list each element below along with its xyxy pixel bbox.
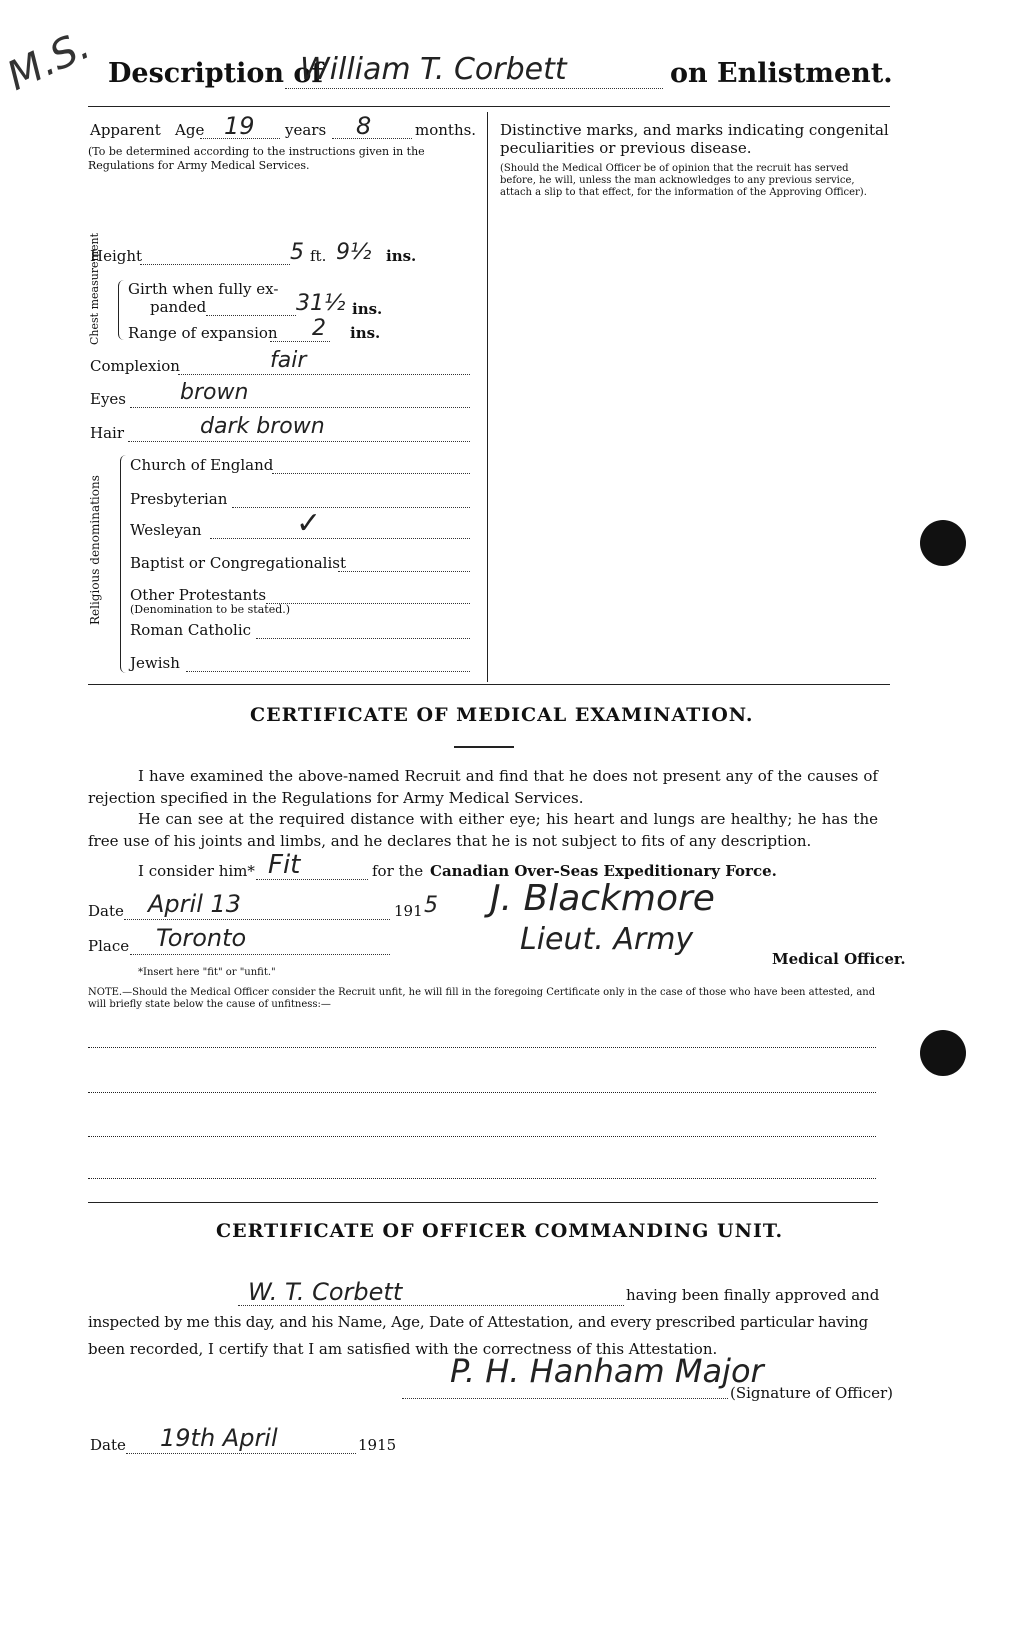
- hair-label: Hair: [90, 424, 124, 442]
- column-divider: [487, 112, 488, 682]
- commanding-signature-label: (Signature of Officer): [730, 1384, 894, 1402]
- commanding-heading: CERTIFICATE OF OFFICER COMMANDING UNIT.: [216, 1220, 784, 1242]
- hair-line: [128, 441, 470, 442]
- age-months-label: months.: [415, 121, 477, 139]
- height-label: Height: [90, 247, 143, 265]
- corner-annotation: M.S.: [0, 22, 98, 100]
- religion-item: Church of England: [130, 456, 274, 474]
- medical-para-2: He can see at the required distance with either eye; his heart and lungs are healthy; he has the free use of his joints and limbs, and he declares that he is not subject to fits of any description.: [88, 810, 878, 850]
- religion-item: Other Protestants: [130, 586, 267, 604]
- commanding-year-label: 1915: [358, 1436, 397, 1454]
- commanding-name-value: W. T. Corbett: [248, 1278, 403, 1306]
- eyes-value: brown: [180, 380, 249, 405]
- medical-para-1: I have examined the above-named Recruit and find that he does not present any of the causes of rejection specified in the Regulations for Army Medical Services.: [88, 767, 878, 807]
- complexion-value: fair: [270, 348, 307, 373]
- commanding-date-value: 19th April: [160, 1424, 278, 1452]
- consider-value: Fit: [268, 850, 301, 880]
- commanding-date-label: Date: [90, 1436, 126, 1454]
- consider-label: I consider him*: [138, 862, 255, 880]
- punch-hole: [920, 520, 966, 566]
- chest-girth-label-1: Girth when fully ex-: [128, 280, 279, 298]
- top-rule: [88, 106, 890, 107]
- chest-girth-unit: ins.: [352, 300, 383, 318]
- commanding-line-3: been recorded, I certify that I am satisfied with the correctness of this Attestation.: [88, 1340, 718, 1358]
- religion-other-note: (Denomination to be stated.): [130, 603, 291, 616]
- place-value: Toronto: [156, 924, 247, 952]
- complexion-label: Complexion: [90, 357, 180, 375]
- religion-line: [272, 473, 470, 474]
- commanding-date-line: [126, 1453, 356, 1454]
- girth-line: [206, 315, 296, 316]
- place-label: Place: [88, 937, 130, 955]
- chest-bracket: [118, 280, 127, 340]
- medical-date-line: [124, 919, 390, 920]
- religion-line: [232, 507, 470, 508]
- age-label: Apparent Age: [90, 121, 205, 139]
- consider-suffix: for the: [372, 862, 424, 880]
- chest-range-label: Range of expansion: [128, 324, 278, 342]
- range-line: [270, 341, 330, 342]
- medical-note: NOTE.—Should the Medical Officer consider the Recruit unfit, he will fill in the foregoing Certificate only in the case of those who have been attested, and will briefly state below the cause of unfitness:—: [88, 987, 876, 1010]
- medical-heading-rule: [454, 746, 514, 748]
- religion-check: ✓: [296, 506, 322, 541]
- medical-officer-signature: J. Blackmore: [490, 878, 715, 919]
- chest-girth-label-2: panded: [150, 298, 207, 316]
- page-title: [108, 58, 323, 89]
- hair-value: dark brown: [200, 414, 325, 439]
- age-note: (To be determined according to the instructions given in the Regulations for Army Medical Services.: [88, 145, 425, 172]
- commanding-signature: P. H. Hanham Major: [450, 1352, 764, 1390]
- religion-bracket: [120, 455, 129, 673]
- complexion-line: [178, 374, 470, 375]
- medical-year-label: 191: [394, 902, 423, 920]
- religion-item: Wesleyan: [130, 521, 202, 539]
- section-rule-2: [88, 1202, 878, 1203]
- religion-line: [338, 571, 470, 572]
- religion-item: Jewish: [130, 654, 180, 672]
- height-ft-value: 5: [290, 240, 304, 265]
- marks-note: (Should the Medical Officer be of opinion that the recruit has served before, he will, unless the man acknowledges to any previous service, attach a slip to that effect, for the information of the Approving Officer).: [500, 163, 867, 198]
- height-ins-value: 9½: [336, 240, 372, 265]
- chest-range-unit: ins.: [350, 324, 381, 342]
- medical-heading: CERTIFICATE OF MEDICAL EXAMINATION.: [250, 704, 754, 726]
- medical-officer-label: Medical Officer.: [772, 950, 906, 968]
- place-line: [130, 954, 390, 955]
- religion-line: [256, 638, 470, 639]
- unfitness-line: [88, 1047, 876, 1048]
- religion-item: Presbyterian: [130, 490, 228, 508]
- unfitness-line: [88, 1178, 876, 1179]
- medical-date-label: Date: [88, 902, 124, 920]
- marks-heading-1: Distinctive marks, and marks indicating congenital: [500, 121, 889, 139]
- section-rule: [88, 684, 890, 685]
- chest-girth-value: 31½: [296, 291, 346, 316]
- eyes-label: Eyes: [90, 390, 126, 408]
- punch-hole: [920, 1030, 966, 1076]
- age-months-value: 8: [356, 112, 372, 140]
- religion-line: [210, 538, 470, 539]
- insert-note: *Insert here "fit" or "unfit.": [138, 967, 276, 978]
- religion-item: Roman Catholic: [130, 621, 252, 639]
- eyes-line: [130, 407, 470, 408]
- age-years-label: years: [285, 121, 327, 139]
- religion-line: [186, 671, 470, 672]
- chest-range-value: 2: [312, 316, 326, 341]
- commanding-line-1: having been finally approved and: [626, 1286, 880, 1304]
- religion-side-label: Religious denominations: [88, 475, 102, 625]
- height-ft-label: ft.: [310, 247, 327, 265]
- title-name-handwritten: William T. Corbett: [300, 52, 567, 87]
- force-name: Canadian Over-Seas Expeditionary Force.: [430, 862, 777, 880]
- height-ins-label: ins.: [386, 247, 417, 265]
- title-name-line: [285, 88, 663, 89]
- unfitness-line: [88, 1136, 876, 1137]
- religion-line: [266, 603, 470, 604]
- title-suffix: on Enlistment.: [670, 58, 893, 89]
- medical-officer-rank: Lieut. Army: [520, 922, 694, 957]
- unfitness-line: [88, 1092, 876, 1093]
- chest-side-label: Chest measurement: [88, 232, 101, 345]
- title-prefix: Description of: [108, 58, 323, 89]
- commanding-signature-line: [402, 1398, 728, 1399]
- marks-heading-2: peculiarities or previous disease.: [500, 139, 752, 157]
- religion-item: Baptist or Congregationalist: [130, 554, 346, 572]
- medical-year-value: 5: [424, 893, 438, 918]
- age-years-value: 19: [224, 112, 255, 140]
- height-line: [140, 264, 290, 265]
- commanding-line-2: inspected by me this day, and his Name, Age, Date of Attestation, and every prescribed particular having: [88, 1313, 869, 1331]
- age-months-line: [332, 138, 412, 139]
- medical-date-value: April 13: [148, 890, 242, 918]
